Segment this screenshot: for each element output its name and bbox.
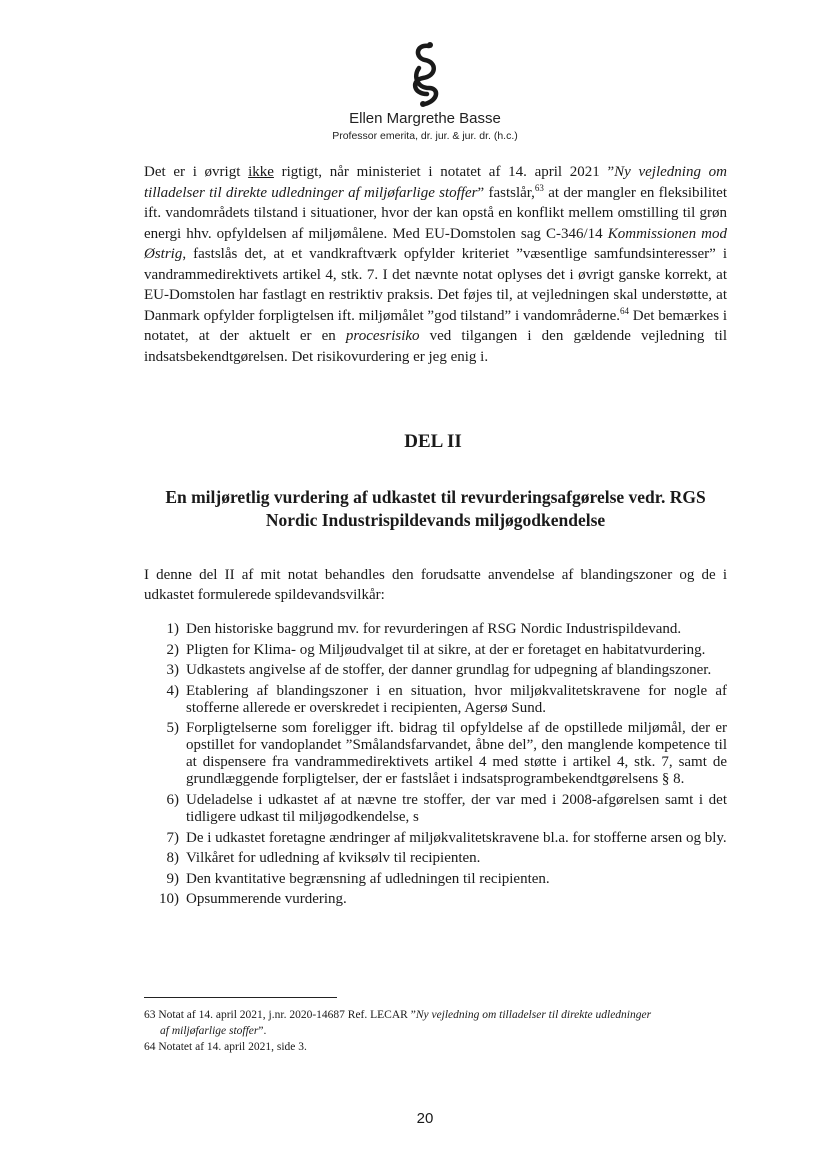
list-item: 8) Vilkåret for udledning af kviksølv til recipienten.	[166, 850, 481, 867]
list-item: 3) Udkastets angivelse af de stoffer, der danner grundlag for udpegning af blandingszoner.	[166, 662, 712, 679]
list-item: 6) Udeladelse i udkastet af at nævne tre stoffer, der var med i 2008-afgørelsen samt i det tidligere udkast til miljøgodkendelse, s	[166, 791, 727, 825]
intro-paragraph: I denne del II af mit notat behandles den forudsatte anvendelse af blandingszoner og de i udkastet formulerede spildevandsvilkår:	[144, 567, 727, 603]
section-subtitle: En miljøretlig vurdering af udkastet til revurderingsafgørelse vedr. RGS Nordic Industrispildevands miljøgodkendelse	[165, 487, 706, 530]
list-item: 5) Forpligtelserne som foreligger ift. bidrag til opfyldelse af de opstillede miljømål, der er opstillet for vandoplandet ”Smålandsfarvandet, åbne del”, den manglende kompetence til at dispensere fra vandrammedirektivets artikel 4 med støtte i artikel 4, stk. 7, samt de grundlæggende forpligtelser, der er fastslået i indsatsprogrambekendtgørelsens § 8.	[166, 720, 727, 788]
footnote-63: 63 Notat af 14. april 2021, j.nr. 2020-14687 Ref. LECAR ”Ny vejledning om tilladelser til direkte udledninger af miljøfarlige stoffer”.	[144, 1009, 652, 1037]
body-paragraph-1: Det er i øvrigt ikke rigtigt, når ministeriet i notatet af 14. april 2021 ”Ny vejledning om tilladelser til direkte udledninger af miljøfarlige stoffer” fastslår,$^{63}$ at der mangler en fleksibilitet ift. vandområdets tilstand i situationer, hvor der kan opstå en konflikt mellem omstilling til grøn energi hhv. opfyldelsen af miljømålene. Med EU-Domstolen sag C-346/14 Kommissionen mod Østrig, fastslås det, at et vandkraftværk opfylder kriteriet ”væsentlige samfundsinteresser” i vandrammedirektivets artikel 4, stk. 7. I det nævnte notat oplyses det i øvrigt ganske korrekt, at EU-Domstolen har fastlagt en restriktiv praksis. Det føjes til, at vejledningen skal understøtte, at Danmark opfylder forpligtelsen ift. miljømålet ”god tilstand” i vandområderne.$^{64}$ Det bemærkes i notatet, at der aktuelt er en procesrisiko ved tilgangen i den gældende vejledning til indsatsbekendtgørelsen. Det risikovurdering er jeg enig i.	[144, 164, 728, 365]
list-item: 2) Pligten for Klima- og Miljøudvalget til at sikre, at der er foretaget en habitatvurdering.	[166, 641, 706, 658]
list-item: 1) Den historiske baggrund mv. for revurderingen af RSG Nordic Industrispildevand.	[166, 621, 682, 637]
page-number: 20	[416, 1110, 434, 1127]
list-item: 4) Etablering af blandingszoner i en situation, hvor miljøkvalitetskravene for nogle af stofferne allerede er overskredet i recipienten, Agersø Sund.	[166, 682, 727, 716]
footnotes	[144, 1007, 727, 1055]
logo-emblem-icon	[403, 38, 447, 110]
author-name: Ellen Margrethe Basse	[349, 110, 501, 127]
topic-list	[144, 621, 727, 912]
list-item: 7) De i udkastet foretagne ændringer af miljøkvalitetskravene bl.a. for stofferne arsen og bly.	[166, 829, 727, 846]
list-item: 10) Opsummerende vurdering.	[159, 891, 347, 908]
list-item: 9) Den kvantitative begrænsning af udledningen til recipienten.	[166, 870, 550, 887]
footnote-ref-63: 63	[534, 182, 544, 193]
footnote-64: 64 Notatet af 14. april 2021, side 3.	[144, 1041, 307, 1053]
footnote-ref-64: 64	[619, 305, 629, 316]
section-title: DEL II	[404, 431, 462, 452]
author-affiliation: Professor emerita, dr. jur. & jur. dr. (h.c.)	[332, 130, 518, 142]
footnote-divider	[144, 997, 337, 998]
